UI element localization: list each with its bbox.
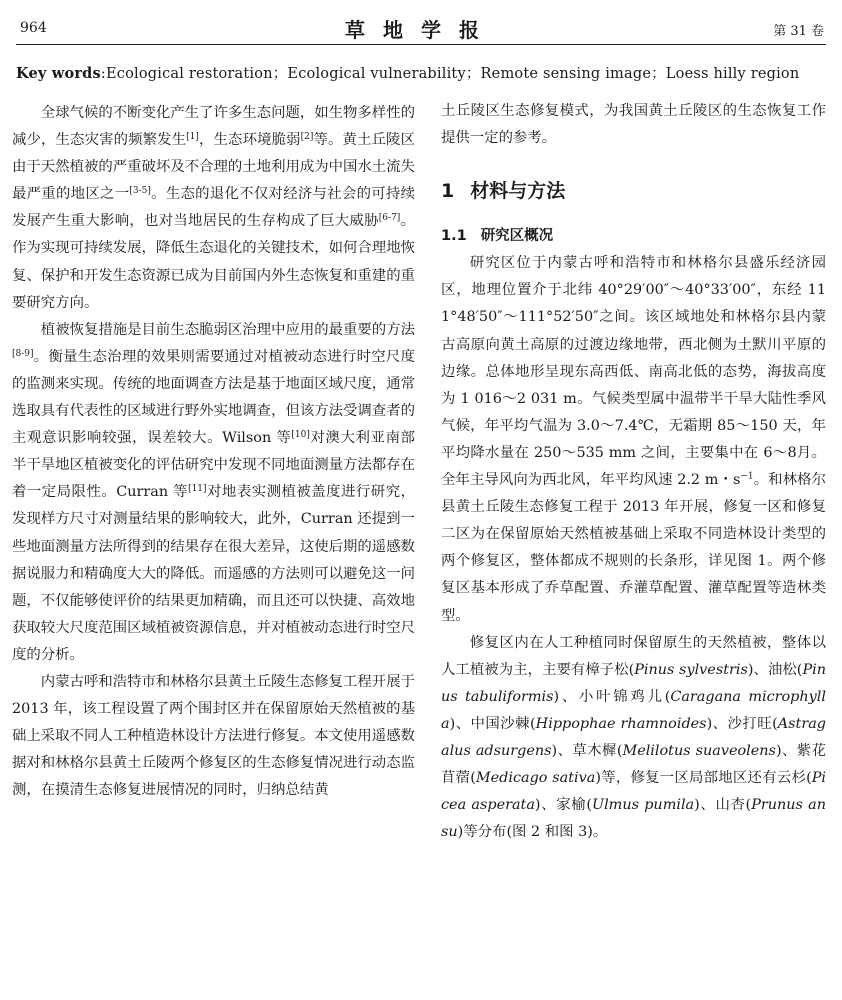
species-name: Hippophae rhamnoides [535, 715, 707, 732]
citation: [2] [300, 132, 314, 143]
species-name: Caragana microphylla [441, 688, 827, 732]
page-header [16, 8, 826, 45]
species-name: Astragalus adsurgens [441, 715, 827, 759]
species-name: Prunus ansu [441, 797, 827, 841]
citation: [6-7] [378, 213, 401, 224]
left-column [12, 100, 415, 804]
species-name: Picea asperata [441, 770, 827, 814]
volume-label: 第 31 卷 [773, 24, 824, 39]
study-area-paragraph: 研究区位于内蒙古呼和浩特市和林格尔县盛乐经济园区，地理位置介于北纬 40°29′00″～40°33′00″，东经 111°48′50″～111°52′50″之间。该区域地处和林格尔县内蒙古高原向黄土高原的过渡边缘地带，西北侧为土默川平原的边缘。总体地形呈现东高西低、南高北低的态势，海拔高度为 1 016～2 031 m。气候类型属中温带半干旱大陆性季风气候，年平均气温为 3.0～7.4℃，无霜期 85～150 天，年平均降水量在 250～535 mm 之间，主要集中在 6～8月。全年主导风向为西北风，年平均风速 2.2 m・$s^{-1}$。和林格尔县黄土丘陵生态修复工程于 2013 年开展，修复一区和修复二区为在保留原始天然植被基础上采取不同造林设计类型的两个修复区，整体都成不规则的长条形，详见图 1。两个修复区基本形成了乔草配置、乔灌草配置、灌草配置等造林类型。 [441, 255, 826, 624]
intro-paragraph-3-continued: 土丘陵区生态修复模式，为我国黄土丘陵区的生态恢复工作提供一定的参考。 [441, 103, 826, 147]
species-name: Ulmus pumila [591, 797, 695, 814]
intro-paragraph-2: 植被恢复措施是目前生态脆弱区治理中应用的最重要的方法[8-9]。衡量生态治理的效果则需要通过对植被动态进行时空尺度的监测来实现。传统的地面调查方法是基于地面区域尺度，通常选取具有代表性的区域进行野外实地调查，但该方法受调查者的主观意识影响较强，误差较大。Wilson 等[10]对澳大利亚南部半干旱地区植被变化的评估研究中发现不同地面测量方法都存在着一定局限性。Curran 等[11]对地表实测植被盖度进行研究，发现样方尺寸对测量结果的影响较大，此外，Curran 还提到一些地面测量方法所得到的结果存在很大差异，这使后期的遥感数据说服力和精确度大大的降低。而遥感的方法则可以避免这一问题，不仅能够使评价的结果更加精确，而且还可以快捷、高效地获取较大尺度范围区域植被资源信息，并对植被动态进行时空尺度的分析。 [12, 321, 415, 663]
subsection-heading-1-1: 1.1 研究区概况 [441, 228, 554, 245]
vegetation-paragraph: 修复区内在人工种植同时保留原生的天然植被，整体以人工植被为主，主要有樟子松(Pinus sylvestris)、油松(Pinus tabuliformis)、小叶锦鸡儿(Caragana microphylla)、中国沙棘(Hippophae rhamnoides)、沙打旺(Astragalus adsurgens)、草木樨(Melilotus suaveolens)、紫花苜蓿(Medicago sativa)等，修复一区局部地区还有云杉(Picea asperata)、家榆(Ulmus pumila)、山杏(Prunus ansu)等分布(图 2 和图 3)。 [441, 634, 827, 841]
citation: [10] [291, 430, 310, 441]
journal-title: 草地学报 [345, 18, 497, 42]
species-name: Pinus sylvestris [634, 661, 748, 678]
keywords-label: Key words [16, 65, 101, 82]
page-number: 964 [20, 20, 47, 36]
intro-paragraph-1: 全球气候的不断变化产生了许多生态问题，如生物多样性的减少，生态灾害的频繁发生[1]，生态环境脆弱[2]等。黄土丘陵区由于天然植被的严重破坏及不合理的土地利用成为中国水土流失最严重的地区之一[3-5]。生态的退化不仅对经济与社会的可持续发展产生重大影响，也对当地居民的生存构成了巨大威胁[6-7]。作为实现可持续发展，降低生态退化的关键技术，如何合理地恢复、保护和开发生态资源已成为目前国内外生态恢复和重建的重要研究方向。 [12, 105, 415, 311]
right-column [441, 98, 826, 846]
section-heading-1: 1 材料与方法 [441, 180, 566, 203]
citation: [1] [186, 132, 199, 143]
species-name: Medicago sativa [475, 770, 596, 787]
keywords-text: Ecological restoration；Ecological vulnerability；Remote sensing image；Loess hilly region [105, 66, 800, 82]
species-name: Pinus tabuliformis [441, 661, 826, 705]
keywords-line [16, 62, 826, 83]
citation: [11] [188, 484, 207, 495]
intro-paragraph-3: 内蒙古呼和浩特市和林格尔县黄土丘陵生态修复工程开展于 2013 年，该工程设置了两个围封区并在保留原始天然植被的基础上采取不同人工种植造林设计方法进行修复。本文使用遥感数据对和林格尔县黄土丘陵两个修复区的生态修复情况进行动态监测，在摸清生态修复进展情况的同时，归纳总结黄 [12, 673, 415, 799]
species-name: Melilotus suaveolens [622, 742, 776, 759]
citation: [8-9] [12, 348, 34, 359]
keywords-colon: : [100, 66, 106, 82]
citation: [3-5] [129, 186, 151, 197]
